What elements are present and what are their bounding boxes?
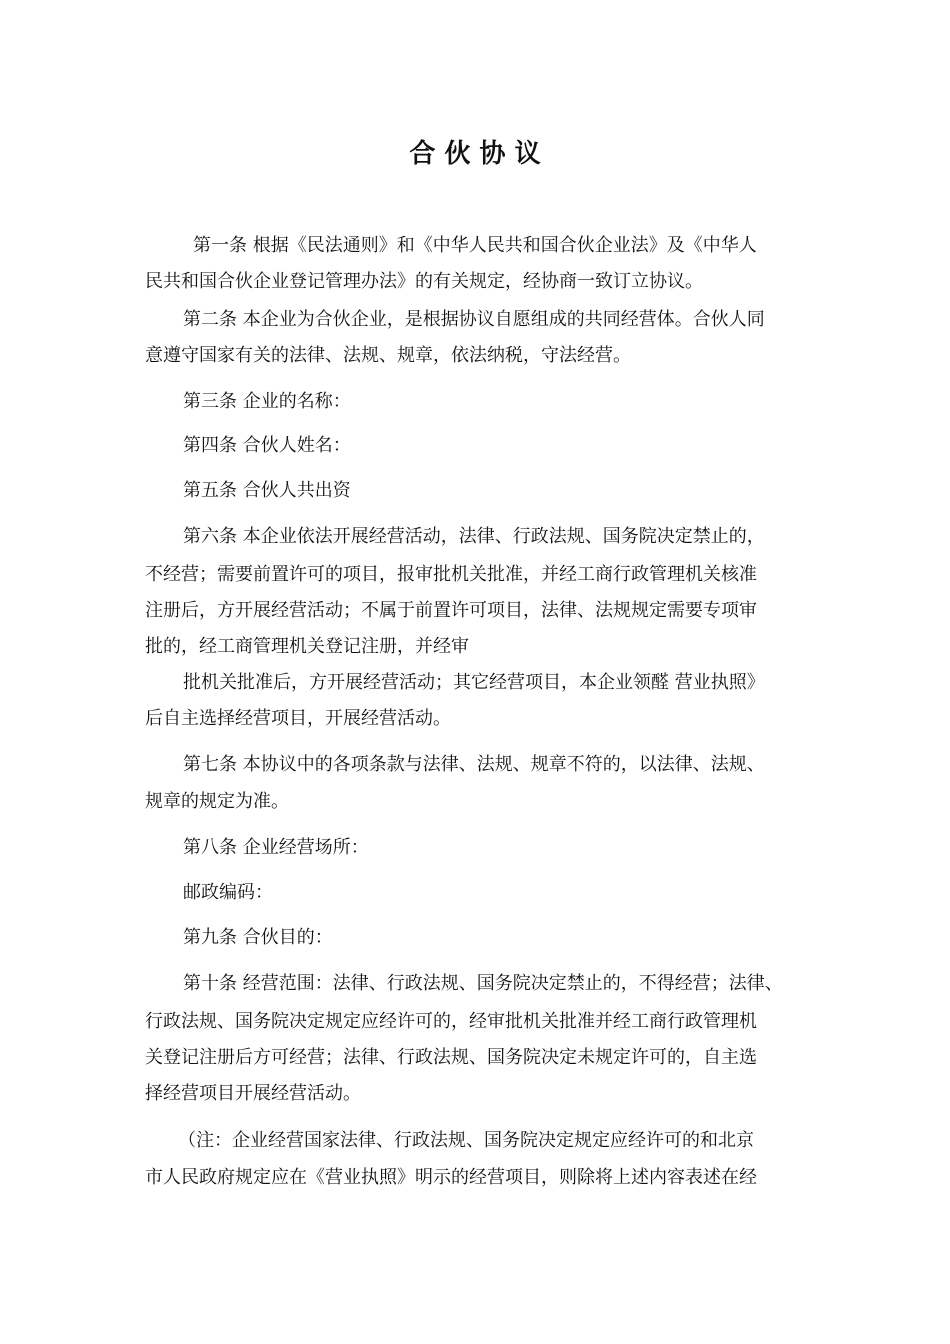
text-line-article-10-cont-3: 择经营项目开展经营活动。 — [145, 1083, 361, 1104]
text-line-article-10-cont-2: 关登记注册后方可经营；法律、行政法规、国务院决定未规定许可的，自主选 — [145, 1047, 757, 1068]
text-line-article-3: 第三条 企业的名称： — [183, 391, 351, 412]
text-line-article-8: 第八条 企业经营场所： — [183, 837, 369, 858]
text-line-article-7-cont: 规章的规定为准。 — [145, 791, 289, 812]
text-line-article-9: 第九条 合伙目的： — [183, 927, 333, 948]
text-line-postal-code: 邮政编码： — [183, 882, 273, 903]
text-line-article-1-cont: 民共和国合伙企业登记管理办法》的有关规定，经协商一致订立协议。 — [145, 271, 703, 292]
text-line-article-6-cont-5: 后自主选择经营项目，开展经营活动。 — [145, 708, 451, 729]
text-line-article-6-cont-1: 不经营；需要前置许可的项目，报审批机关批准，并经工商行政管理机关核准 — [145, 564, 757, 585]
text-line-article-2: 第二条 本企业为合伙企业，是根据协议自愿组成的共同经营体。合伙人同 — [183, 309, 765, 330]
text-line-article-7: 第七条 本协议中的各项条款与法律、法规、规章不符的，以法律、法规、 — [183, 754, 765, 775]
text-line-article-6-cont-4: 批机关批准后，方开展经营活动；其它经营项目，本企业领醛 营业执照》 — [183, 672, 765, 693]
text-line-note: （注：企业经营国家法律、行政法规、国务院决定规定应经许可的和北京 — [178, 1130, 754, 1151]
document-title: 合 伙 协 议 — [409, 139, 541, 169]
text-line-article-2-cont: 意遵守国家有关的法律、法规、规章，依法纳税，守法经营。 — [145, 345, 631, 366]
text-line-article-4: 第四条 合伙人姓名： — [183, 435, 351, 456]
text-line-article-6-cont-2: 注册后，方开展经营活动；不属于前置许可项目，法律、法规规定需要专项审 — [145, 600, 757, 621]
text-line-article-10: 第十条 经营范围：法律、行政法规、国务院决定禁止的，不得经营；法律、 — [183, 973, 783, 994]
text-line-note-cont: 市人民政府规定应在《营业执照》明示的经营项目，则除将上述内容表述在经 — [145, 1167, 757, 1188]
text-line-article-1: 第一条 根据《民法通则》和《中华人民共和国合伙企业法》及《中华人 — [193, 235, 757, 256]
text-line-article-5: 第五条 合伙人共出资 — [183, 480, 351, 501]
text-line-article-6: 第六条 本企业依法开展经营活动，法律、行政法规、国务院决定禁止的， — [183, 526, 765, 547]
text-line-article-6-cont-3: 批的，经工商管理机关登记注册，并经审 — [145, 636, 469, 657]
text-line-article-10-cont-1: 行政法规、国务院决定规定应经许可的，经审批机关批准并经工商行政管理机 — [145, 1011, 757, 1032]
